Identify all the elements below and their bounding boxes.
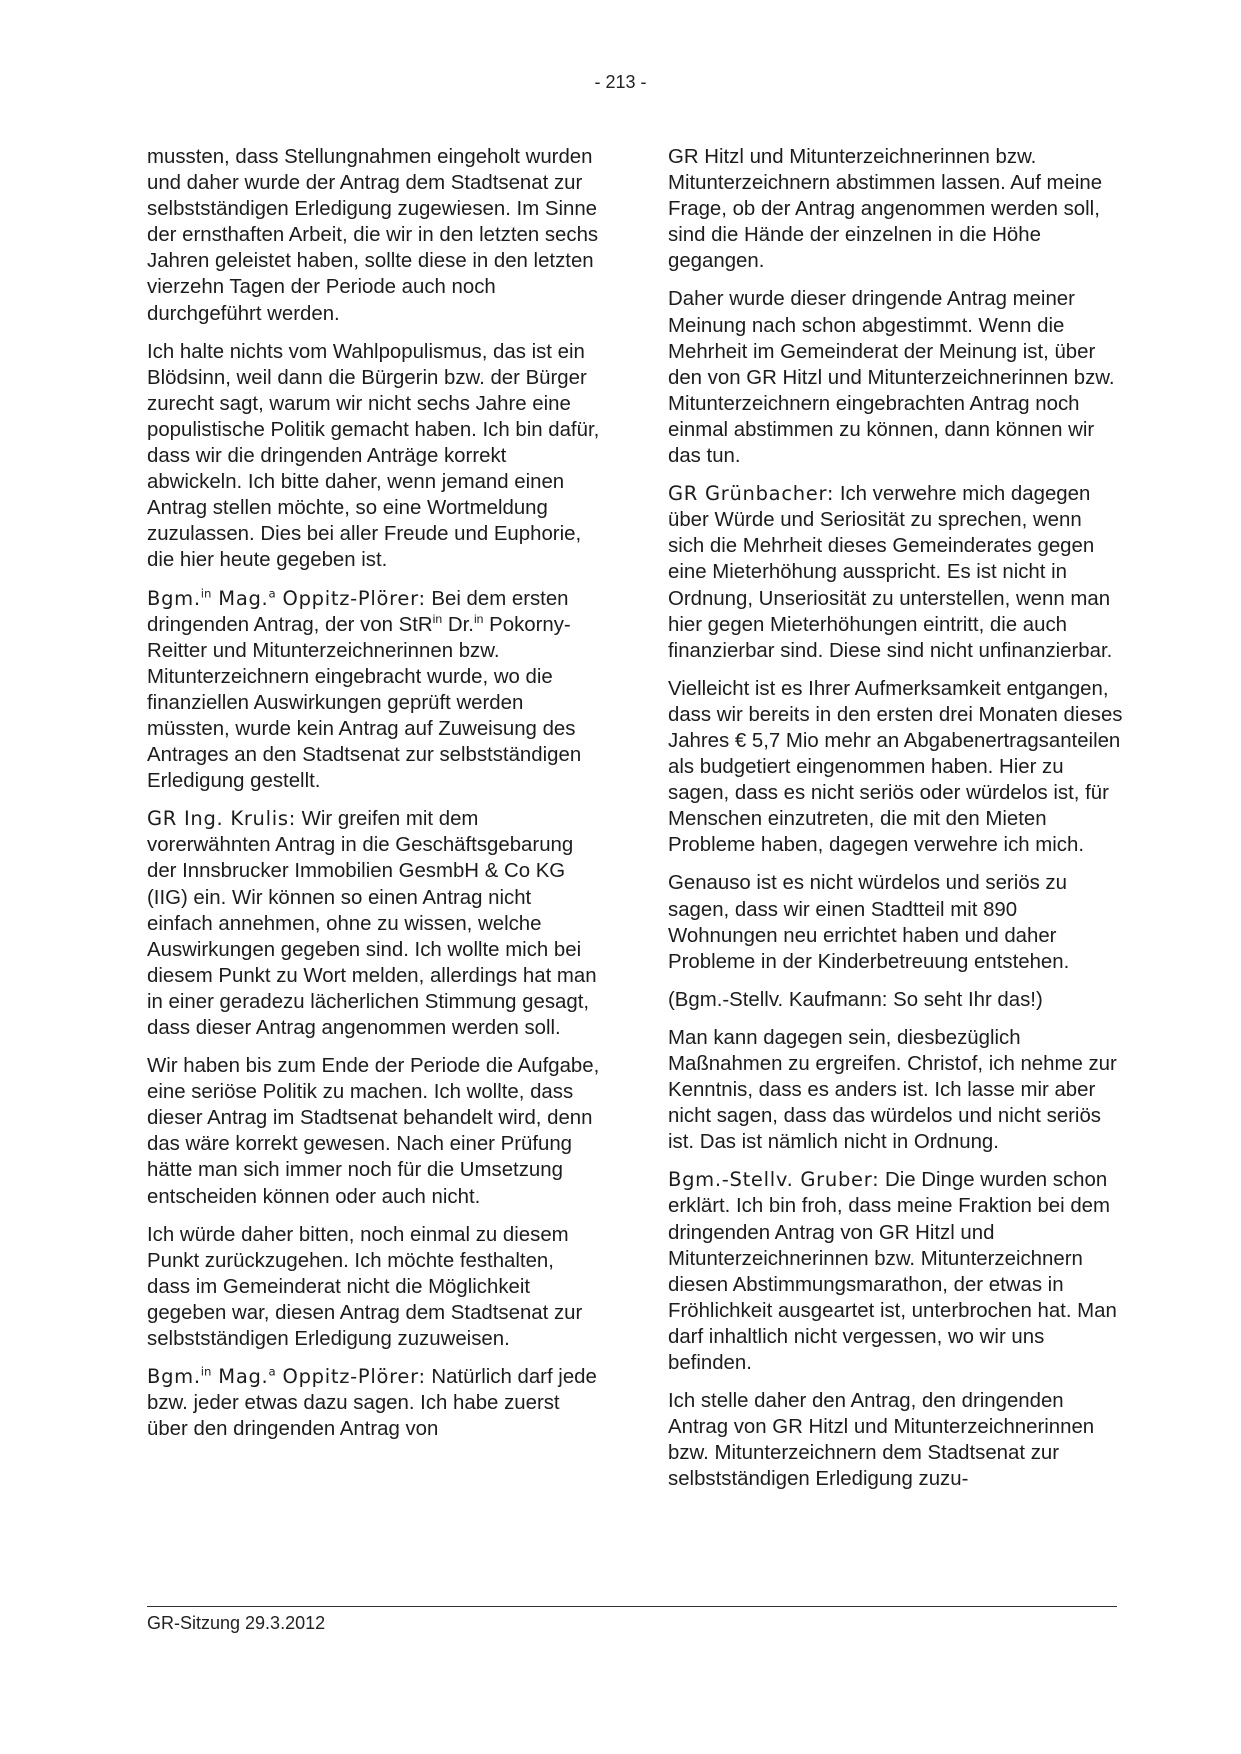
paragraph: GR Grünbacher: Ich verwehre mich dagegen über Würde und Seriosität zu sprechen, wenn sich die Mehrheit dieses Gemeinderates gegen eine Mieterhöhung ausspricht. Es ist nicht in Ordnung, Unseriosität zu unterstellen, wenn man hier gegen Mieterhöhungen eintritt, die auch finanzierbar sind. Diese sind nicht unfinanzierbar.: [668, 482, 1113, 662]
paragraph: Bgm.-Stellv. Gruber: Die Dinge wurden schon erklärt. Ich bin froh, dass meine Fraktion bei dem dringenden Antrag von GR Hitzl und Mitunterzeichnerinnen bzw. Mitunterzeichnern diesen Abstimmungsmarathon, der etwas in Fröhlichkeit ausgeartet ist, unterbrochen hat. Man darf inhaltlich nicht vergessen, wo wir uns befinden.: [668, 1168, 1117, 1375]
speaker-name: Bgm.-Stellv. Gruber:: [668, 1168, 880, 1192]
paragraph: Bgm.$^{in}$ Mag.$^a$ Oppitz-Plörer: Natürlich darf jede bzw. jeder etwas dazu sagen. Ich habe zuerst über den dringenden Antrag von: [147, 1364, 597, 1441]
right-column: [668, 144, 1123, 1505]
speaker-name: GR Grünbacher:: [668, 482, 835, 506]
page-number: - 213 -: [594, 72, 647, 92]
paragraph: Bgm.$^{in}$ Mag.$^a$ Oppitz-Plörer: Bei dem ersten dringenden Antrag, der von StR$^{in}$ Dr.$^{in}$ Pokorny-Reitter und Mitunterzeichnerinnen bzw. Mitunterzeichnern eingebracht wurde, wo die finanziellen Auswirkungen geprüft werden müssten, wurde kein Antrag auf Zuweisung des Antrages an den Stadtsenat zur selbstständigen Erledigung gestellt.: [147, 586, 582, 793]
paragraph: Daher wurde dieser dringende Antrag meiner Meinung nach schon abgestimmt. Wenn die Mehrheit im Gemeinderat der Meinung ist, über den von GR Hitzl und Mitunterzeichnerinnen bzw. Mitunterzeichnern eingebrachten Antrag noch einmal abstimmen zu können, dann können wir das tun.: [668, 288, 1115, 468]
speaker-name: Bgm.$^{in}$ Mag.$^a$ Oppitz-Plörer:: [147, 1364, 426, 1389]
left-column: [147, 144, 602, 1454]
paragraph: GR Ing. Krulis: Wir greifen mit dem vorerwähnten Antrag in die Geschäftsgebarung der Innsbrucker Immobilien GesmbH & Co KG (IIG) ein. Wir können so einen Antrag nicht einfach annehmen, ohne zu wissen, welche Auswirkungen gegeben sind. Ich wollte mich bei diesem Punkt zu Wort melden, allerdings hat man in einer geradezu lächerlichen Stimmung gesagt, dass dieser Antrag angenommen werden soll.: [147, 807, 597, 1039]
paragraph: Ich würde daher bitten, noch einmal zu diesem Punkt zurückzugehen. Ich möchte festhalten, dass im Gemeinderat nicht die Möglichkeit gegeben war, diesen Antrag dem Stadtsenat zur selbstständigen Erledigung zuzuweisen.: [147, 1223, 583, 1351]
paragraph: Genauso ist es nicht würdelos und seriös zu sagen, dass wir einen Stadtteil mit 890 Wohnungen neu errichtet haben und daher Probleme in der Kinderbetreuung entstehen.: [668, 872, 1070, 973]
paragraph: Ich stelle daher den Antrag, den dringenden Antrag von GR Hitzl und Mitunterzeichnerinnen bzw. Mitunterzeichnern dem Stadtsenat zur selbstständigen Erledigung zuzu-: [668, 1390, 1095, 1491]
paragraph: Ich halte nichts vom Wahlpopulismus, das ist ein Blödsinn, weil dann die Bürgerin bzw. der Bürger zurecht sagt, warum wir nicht sechs Jahre eine populistische Politik gemacht haben. Ich bin dafür, dass wir die dringenden Anträge korrekt abwickeln. Ich bitte daher, wenn jemand einen Antrag stellen möchte, so eine Wortmeldung zuzulassen. Dies bei aller Freude und Euphorie, die hier heute gegeben ist.: [147, 340, 600, 572]
speaker-name: Bgm.$^{in}$ Mag.$^a$ Oppitz-Plörer:: [147, 586, 426, 610]
paragraph: (Bgm.-Stellv. Kaufmann: So seht Ihr das!): [668, 988, 1043, 1011]
paragraph: Man kann dagegen sein, diesbezüglich Maßnahmen zu ergreifen. Christof, ich nehme zur Kenntnis, dass es anders ist. Ich lasse mir aber nicht sagen, dass das würdelos und nicht seriös ist. Das ist nämlich nicht in Ordnung.: [668, 1026, 1117, 1154]
footer-session-date: GR-Sitzung 29.3.2012: [147, 1613, 326, 1633]
paragraph: GR Hitzl und Mitunterzeichnerinnen bzw. Mitunterzeichnern abstimmen lassen. Auf meine Frage, ob der Antrag angenommen werden soll, sind die Hände der einzelnen in die Höhe gegangen.: [668, 146, 1103, 273]
paragraph: Wir haben bis zum Ende der Periode die Aufgabe, eine seriöse Politik zu machen. Ich wollte, dass dieser Antrag im Stadtsenat behandelt wird, denn das wäre korrekt gewesen. Nach einer Prüfung hätte man sich immer noch für die Umsetzung entscheiden können oder auch nicht.: [147, 1055, 600, 1208]
paragraph: mussten, dass Stellungnahmen eingeholt wurden und daher wurde der Antrag dem Stadtsenat zur selbstständigen Erledigung zugewiesen. Im Sinne der ernsthaften Arbeit, die wir in den letzten sechs Jahren geleistet haben, sollte diese in den letzten vierzehn Tagen der Periode auch noch durchgeführt werden.: [147, 146, 599, 325]
speaker-name: GR Ing. Krulis:: [147, 807, 296, 831]
paragraph: Vielleicht ist es Ihrer Aufmerksamkeit entgangen, dass wir bereits in den ersten drei Monaten dieses Jahres € 5,7 Mio mehr an Abgabenertragsanteilen als budgetiert eingenommen haben. Hier zu sagen, dass es nicht seriös oder würdelos ist, für Menschen einzutreten, die mit den Mieten Probleme haben, dagegen verwehre ich mich.: [668, 677, 1123, 857]
footer-divider: [147, 1606, 1117, 1607]
